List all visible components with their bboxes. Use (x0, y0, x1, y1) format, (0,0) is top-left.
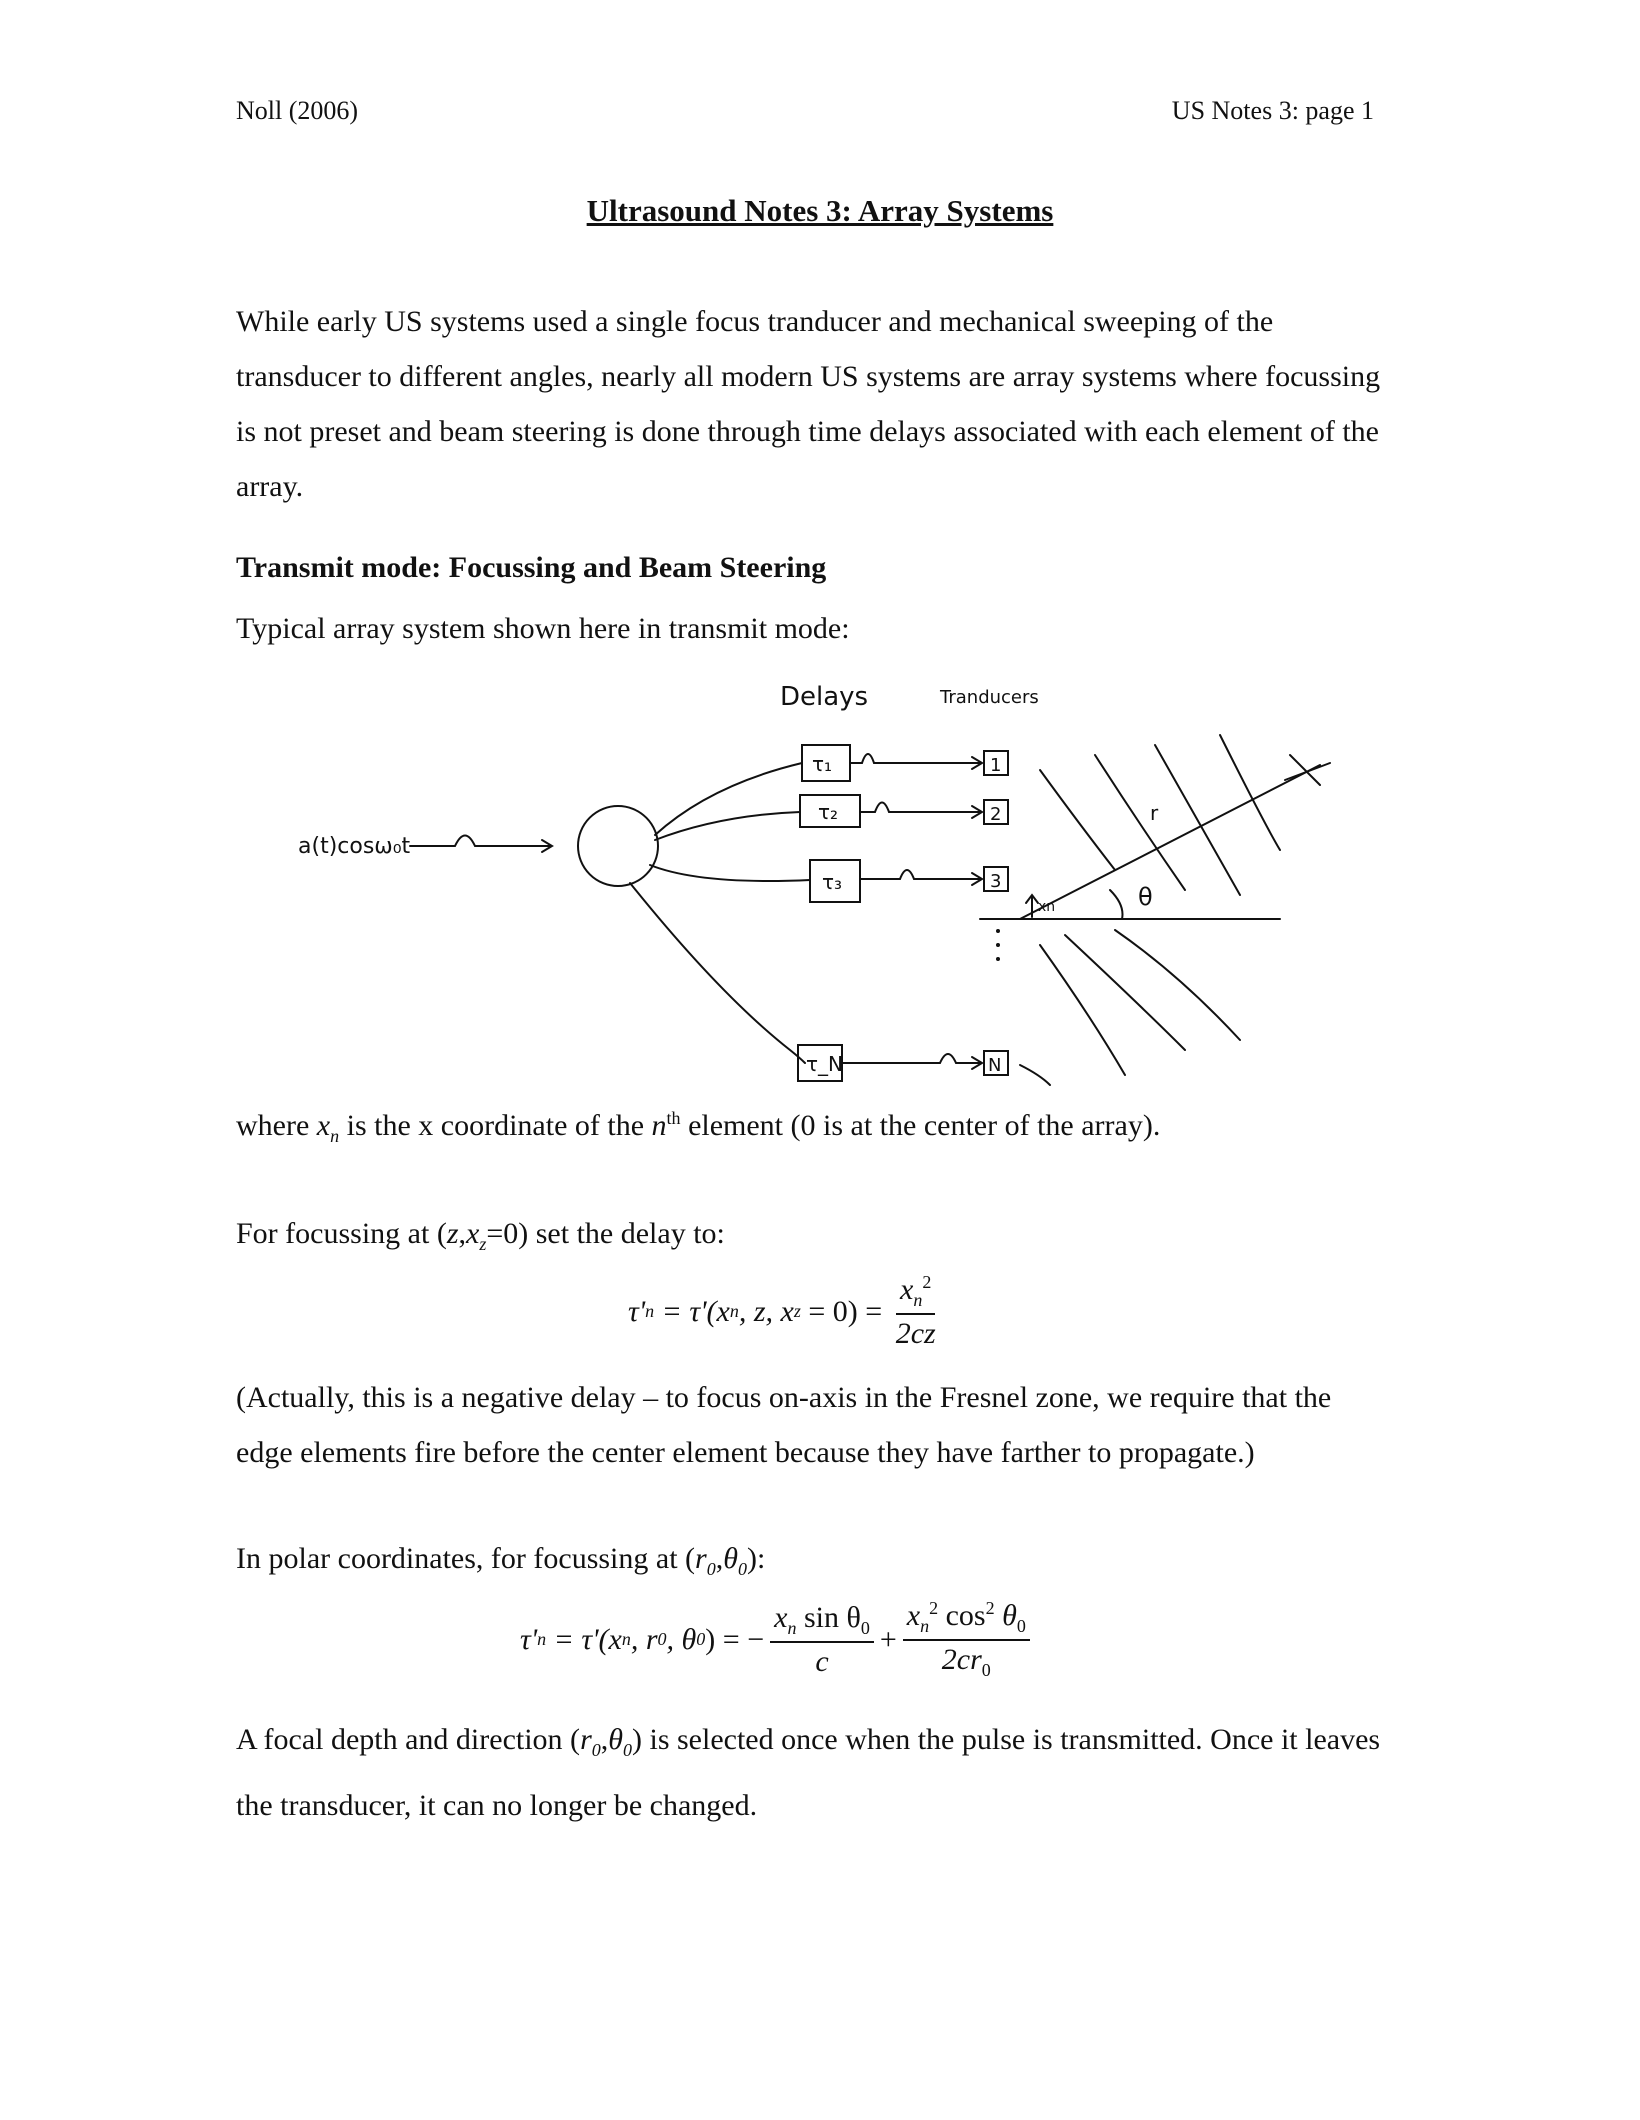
focal-paragraph (236, 1712, 1386, 1833)
eq2-f2-num-rest: cos (938, 1599, 986, 1632)
eq1-num-sup: 2 (922, 1272, 932, 1292)
focus-post: =0) set the delay to: (486, 1217, 725, 1250)
var-n: n (651, 1109, 667, 1142)
focal-pre: A focal depth and direction ( (236, 1723, 581, 1756)
wavefront-upper-4 (1220, 735, 1280, 850)
eq2-f2-num-sub: n (920, 1616, 930, 1636)
comma: , (715, 1542, 724, 1575)
input-line (410, 836, 550, 847)
ellipsis-dot (996, 957, 1000, 961)
eq2-f2-den-sub: 0 (981, 1660, 991, 1680)
section-heading: Transmit mode: Focussing and Beam Steering (236, 551, 827, 584)
eq2-lhs-sub: n (537, 1629, 547, 1649)
element-label-3: 3 (990, 871, 1002, 892)
line-2 (860, 803, 980, 813)
eq2-f2-num-theta-sub: 0 (1016, 1616, 1026, 1636)
eq1-mid2: , z, x (738, 1294, 794, 1328)
eq1-lhs-sub: n (645, 1301, 655, 1321)
splitter-circle (578, 806, 658, 886)
eq2-f2-denominator (942, 1641, 991, 1681)
var-theta-sub: 0 (623, 1740, 632, 1760)
wavefront-lower-2 (1065, 935, 1185, 1050)
equation-polar-delay (520, 1598, 1036, 1681)
eq2-f1-numerator (770, 1601, 874, 1643)
eq2-mid: = τ'(x (546, 1622, 622, 1656)
var-theta-sub: 0 (737, 1559, 747, 1579)
eq2-mid2: , r (630, 1622, 658, 1656)
eq1-mid2-sub: z (793, 1301, 801, 1321)
where-line (236, 1108, 1160, 1147)
eq2-fraction-2 (903, 1598, 1030, 1681)
eq1-mid-sub: n (729, 1301, 739, 1321)
delay-label-1: τ₁ (812, 752, 833, 776)
polar-intro (236, 1542, 765, 1580)
branch-3 (650, 865, 810, 881)
eq1-lhs: τ' (628, 1294, 646, 1328)
eq1-mid3: = 0) = (800, 1294, 890, 1328)
header-author: Noll (2006) (236, 96, 359, 125)
eq2-f1-num-rest: sin θ (796, 1600, 861, 1634)
delay-label-3: τ₃ (822, 870, 843, 894)
eq2-f1-num: x (774, 1600, 788, 1634)
var-x: x (466, 1217, 480, 1250)
wavefront-lower-1 (1040, 945, 1125, 1075)
eq2-mid3: , θ (666, 1622, 697, 1656)
eq1-fraction (896, 1272, 936, 1351)
eq2-f1-den: c (815, 1644, 829, 1678)
focus-pre: For focussing at ( (236, 1217, 447, 1250)
eq1-numerator (896, 1272, 935, 1315)
eq2-f1-num-sub: n (787, 1617, 797, 1638)
eq2-f2-num-sup: 2 (929, 1598, 939, 1618)
array-system-diagram (280, 675, 1360, 1145)
ordinal-th: th (666, 1108, 681, 1128)
var-theta: θ (723, 1542, 738, 1575)
wavefront-lower-3 (1115, 930, 1240, 1040)
eq2-f2-numerator (903, 1598, 1030, 1641)
var-x-sub: n (330, 1126, 340, 1146)
eq1-mid: = τ'(x (654, 1294, 730, 1328)
wavefront-lower-4 (1020, 1065, 1050, 1085)
eq2-lhs: τ' (520, 1622, 538, 1656)
var-x: x (316, 1109, 331, 1142)
eq1-num-sub: n (913, 1290, 923, 1310)
angle-arc (1110, 890, 1123, 919)
eq2-f2-den: 2cr (941, 1643, 982, 1676)
var-r-sub: 0 (706, 1559, 716, 1579)
label-theta: θ (1138, 883, 1153, 911)
var-x-sub: z (479, 1234, 487, 1254)
eq2-plus: + (879, 1622, 897, 1656)
eq2-f2-num: x (906, 1599, 921, 1632)
label-input: a(t)cosω₀t (298, 834, 411, 859)
label-r: r (1150, 801, 1159, 825)
page-title: Ultrasound Notes 3: Array Systems (586, 193, 1054, 228)
polar-post: ): (746, 1542, 766, 1575)
var-r: r (580, 1723, 592, 1756)
polar-pre: In polar coordinates, for focussing at ( (236, 1542, 696, 1575)
element-label-1: 1 (990, 755, 1002, 776)
equation-focus-delay (628, 1272, 942, 1351)
branch-n (630, 883, 805, 1063)
label-xn: xn (1038, 899, 1056, 915)
delay-label-2: τ₂ (818, 800, 839, 824)
var-r-sub: 0 (591, 1740, 601, 1760)
focus-intro (236, 1217, 725, 1255)
line-3 (860, 870, 980, 879)
line-n (842, 1054, 980, 1063)
eq2-mid3-sub: 0 (696, 1629, 706, 1649)
ellipsis-dot (996, 943, 1000, 947)
element-label-2: 2 (990, 804, 1002, 825)
var-theta: θ (608, 1723, 623, 1756)
focal-post: ) is selected once when the pulse is transmitted. Once it leaves the transducer, it can no longer be changed. (236, 1723, 1381, 1822)
eq2-mid2-sub: 0 (657, 1629, 667, 1649)
eq1-denominator (896, 1315, 936, 1351)
comma: , (600, 1723, 609, 1756)
eq1-den: 2cz (895, 1317, 936, 1350)
where-pre: where (236, 1109, 317, 1142)
label-transducers: Tranducers (940, 687, 1039, 708)
var-z: z (446, 1217, 459, 1250)
eq2-mid-sub: n (621, 1629, 631, 1649)
actually-paragraph: (Actually, this is a negative delay – to focus on-axis in the Fresnel zone, we require that the edge elements fire before the center element because they have farther to propagate.) (236, 1381, 1332, 1469)
diagram-caption: Typical array system shown here in transmit mode: (236, 612, 850, 645)
intro-paragraph: While early US systems used a single focus tranducer and mechanical sweeping of the transducer to different angles, nearly all modern US systems are array systems where focussing is not preset and beam steering is done through time delays associated with each element of the array. (236, 305, 1381, 503)
eq2-f2-num-rest-sup: 2 (985, 1598, 995, 1618)
wavefront-upper-1 (1040, 770, 1115, 870)
eq1-num: x (900, 1273, 914, 1306)
ellipsis-dot (996, 929, 1000, 933)
header-page: US Notes 3: page 1 (1171, 96, 1374, 125)
label-delays: Delays (780, 682, 869, 712)
comma: , (458, 1217, 466, 1250)
eq2-mid4: ) = − (705, 1622, 765, 1656)
line-1 (850, 754, 980, 763)
element-label-n: N (988, 1055, 1002, 1076)
delay-label-n: τ_N (806, 1052, 844, 1076)
var-r: r (695, 1542, 707, 1575)
eq2-f1-num-rest-sub: 0 (860, 1617, 870, 1638)
where-post: element (0 is at the center of the array). (680, 1109, 1161, 1142)
wavefront-upper-3 (1155, 745, 1240, 895)
where-mid: is the x coordinate of the (339, 1109, 652, 1142)
branch-1 (655, 763, 802, 835)
eq2-fraction-1 (770, 1601, 874, 1679)
eq2-f2-num-theta: θ (994, 1599, 1017, 1632)
eq2-f1-denominator (815, 1643, 828, 1679)
